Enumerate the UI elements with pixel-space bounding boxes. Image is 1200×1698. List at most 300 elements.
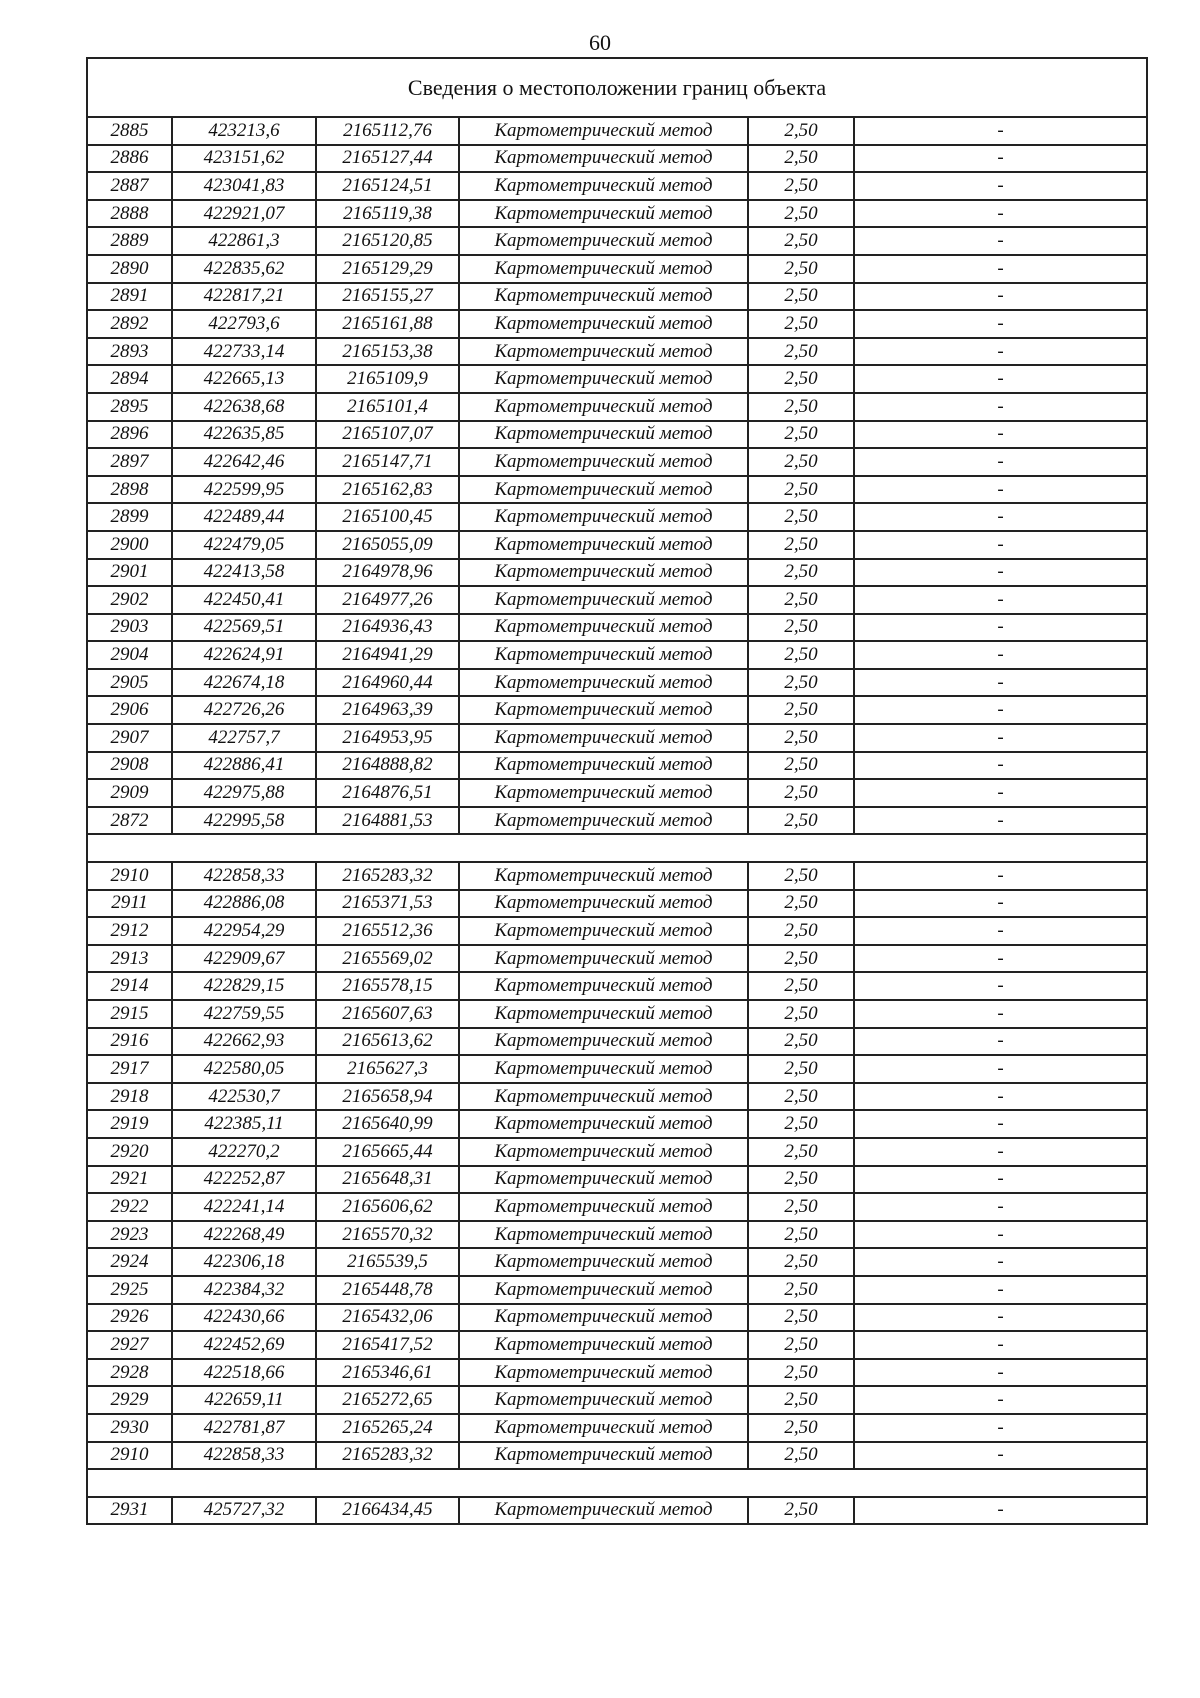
accuracy-cell: 2,50 (748, 365, 854, 393)
description-cell: - (854, 559, 1147, 587)
table-row (87, 172, 1147, 200)
method-cell: Картометрический метод (459, 945, 748, 973)
point-number-cell: 2919 (87, 1110, 172, 1138)
method-cell: Картометрический метод (459, 807, 748, 835)
accuracy-cell: 2,50 (748, 559, 854, 587)
point-number-cell: 2928 (87, 1359, 172, 1387)
accuracy-cell: 2,50 (748, 172, 854, 200)
point-number-cell: 2911 (87, 890, 172, 918)
method-cell: Картометрический метод (459, 1276, 748, 1304)
y-coordinate-cell: 2165570,32 (316, 1221, 459, 1249)
x-coordinate-cell: 422624,91 (172, 641, 316, 669)
accuracy-cell: 2,50 (748, 255, 854, 283)
method-cell: Картометрический метод (459, 1193, 748, 1221)
description-cell: - (854, 1414, 1147, 1442)
y-coordinate-cell: 2166434,45 (316, 1497, 459, 1525)
group-separator-row (87, 834, 1147, 862)
group-separator-row (87, 1469, 1147, 1497)
point-number-cell: 2872 (87, 807, 172, 835)
point-number-cell: 2927 (87, 1331, 172, 1359)
accuracy-cell: 2,50 (748, 641, 854, 669)
y-coordinate-cell: 2165100,45 (316, 503, 459, 531)
description-cell: - (854, 1386, 1147, 1414)
accuracy-cell: 2,50 (748, 393, 854, 421)
method-cell: Картометрический метод (459, 696, 748, 724)
description-cell: - (854, 393, 1147, 421)
point-number-cell: 2924 (87, 1248, 172, 1276)
accuracy-cell: 2,50 (748, 531, 854, 559)
x-coordinate-cell: 422450,41 (172, 586, 316, 614)
x-coordinate-cell: 422793,6 (172, 310, 316, 338)
point-number-cell: 2909 (87, 779, 172, 807)
y-coordinate-cell: 2165283,32 (316, 1442, 459, 1470)
x-coordinate-cell: 423041,83 (172, 172, 316, 200)
group-separator-cell (87, 1469, 1147, 1497)
accuracy-cell: 2,50 (748, 1221, 854, 1249)
accuracy-cell: 2,50 (748, 200, 854, 228)
accuracy-cell: 2,50 (748, 1442, 854, 1470)
y-coordinate-cell: 2165153,38 (316, 338, 459, 366)
description-cell: - (854, 1497, 1147, 1525)
accuracy-cell: 2,50 (748, 1359, 854, 1387)
description-cell: - (854, 1138, 1147, 1166)
table-row (87, 393, 1147, 421)
x-coordinate-cell: 422635,85 (172, 421, 316, 449)
accuracy-cell: 2,50 (748, 1055, 854, 1083)
method-cell: Картометрический метод (459, 1359, 748, 1387)
point-number-cell: 2910 (87, 862, 172, 890)
y-coordinate-cell: 2165432,06 (316, 1304, 459, 1332)
table-row (87, 421, 1147, 449)
description-cell: - (854, 1359, 1147, 1387)
x-coordinate-cell: 422662,93 (172, 1028, 316, 1056)
method-cell: Картометрический метод (459, 283, 748, 311)
y-coordinate-cell: 2165613,62 (316, 1028, 459, 1056)
x-coordinate-cell: 422858,33 (172, 862, 316, 890)
table-row (87, 145, 1147, 173)
accuracy-cell: 2,50 (748, 1193, 854, 1221)
method-cell: Картометрический метод (459, 1000, 748, 1028)
table-row (87, 945, 1147, 973)
y-coordinate-cell: 2165665,44 (316, 1138, 459, 1166)
y-coordinate-cell: 2165578,15 (316, 972, 459, 1000)
table-row (87, 1497, 1147, 1525)
y-coordinate-cell: 2165129,29 (316, 255, 459, 283)
method-cell: Картометрический метод (459, 531, 748, 559)
x-coordinate-cell: 422954,29 (172, 917, 316, 945)
method-cell: Картометрический метод (459, 641, 748, 669)
description-cell: - (854, 972, 1147, 1000)
accuracy-cell: 2,50 (748, 1166, 854, 1194)
x-coordinate-cell: 422909,67 (172, 945, 316, 973)
y-coordinate-cell: 2165640,99 (316, 1110, 459, 1138)
x-coordinate-cell: 422599,95 (172, 476, 316, 504)
description-cell: - (854, 448, 1147, 476)
point-number-cell: 2906 (87, 696, 172, 724)
method-cell: Картометрический метод (459, 1138, 748, 1166)
description-cell: - (854, 917, 1147, 945)
accuracy-cell: 2,50 (748, 1248, 854, 1276)
boundary-coordinates-table (86, 57, 1148, 1525)
y-coordinate-cell: 2165658,94 (316, 1083, 459, 1111)
table-row (87, 1359, 1147, 1387)
x-coordinate-cell: 422975,88 (172, 779, 316, 807)
table-row (87, 1304, 1147, 1332)
table-title-row (87, 58, 1147, 117)
point-number-cell: 2921 (87, 1166, 172, 1194)
point-number-cell: 2918 (87, 1083, 172, 1111)
x-coordinate-cell: 422665,13 (172, 365, 316, 393)
table-row (87, 1331, 1147, 1359)
y-coordinate-cell: 2165112,76 (316, 117, 459, 145)
description-cell: - (854, 1442, 1147, 1470)
description-cell: - (854, 365, 1147, 393)
point-number-cell: 2899 (87, 503, 172, 531)
y-coordinate-cell: 2165155,27 (316, 283, 459, 311)
accuracy-cell: 2,50 (748, 503, 854, 531)
description-cell: - (854, 586, 1147, 614)
method-cell: Картометрический метод (459, 1497, 748, 1525)
x-coordinate-cell: 423213,6 (172, 117, 316, 145)
x-coordinate-cell: 422642,46 (172, 448, 316, 476)
point-number-cell: 2930 (87, 1414, 172, 1442)
description-cell: - (854, 117, 1147, 145)
point-number-cell: 2891 (87, 283, 172, 311)
x-coordinate-cell: 422817,21 (172, 283, 316, 311)
table-row (87, 696, 1147, 724)
table-row (87, 641, 1147, 669)
accuracy-cell: 2,50 (748, 1497, 854, 1525)
y-coordinate-cell: 2165371,53 (316, 890, 459, 918)
table-row (87, 365, 1147, 393)
accuracy-cell: 2,50 (748, 227, 854, 255)
y-coordinate-cell: 2165055,09 (316, 531, 459, 559)
table-row (87, 1248, 1147, 1276)
point-number-cell: 2925 (87, 1276, 172, 1304)
x-coordinate-cell: 422674,18 (172, 669, 316, 697)
y-coordinate-cell: 2165448,78 (316, 1276, 459, 1304)
x-coordinate-cell: 422781,87 (172, 1414, 316, 1442)
method-cell: Картометрический метод (459, 917, 748, 945)
point-number-cell: 2885 (87, 117, 172, 145)
method-cell: Картометрический метод (459, 669, 748, 697)
y-coordinate-cell: 2165109,9 (316, 365, 459, 393)
point-number-cell: 2895 (87, 393, 172, 421)
table-row (87, 448, 1147, 476)
accuracy-cell: 2,50 (748, 807, 854, 835)
method-cell: Картометрический метод (459, 310, 748, 338)
accuracy-cell: 2,50 (748, 421, 854, 449)
x-coordinate-cell: 422858,33 (172, 1442, 316, 1470)
y-coordinate-cell: 2164960,44 (316, 669, 459, 697)
y-coordinate-cell: 2165124,51 (316, 172, 459, 200)
point-number-cell: 2923 (87, 1221, 172, 1249)
description-cell: - (854, 614, 1147, 642)
method-cell: Картометрический метод (459, 614, 748, 642)
page-number: 60 (589, 30, 611, 55)
description-cell: - (854, 862, 1147, 890)
table-row (87, 752, 1147, 780)
x-coordinate-cell: 422489,44 (172, 503, 316, 531)
accuracy-cell: 2,50 (748, 1028, 854, 1056)
description-cell: - (854, 145, 1147, 173)
table-row (87, 917, 1147, 945)
table-row (87, 200, 1147, 228)
point-number-cell: 2917 (87, 1055, 172, 1083)
accuracy-cell: 2,50 (748, 917, 854, 945)
y-coordinate-cell: 2165120,85 (316, 227, 459, 255)
table-row (87, 614, 1147, 642)
accuracy-cell: 2,50 (748, 1331, 854, 1359)
description-cell: - (854, 890, 1147, 918)
x-coordinate-cell: 422759,55 (172, 1000, 316, 1028)
accuracy-cell: 2,50 (748, 752, 854, 780)
y-coordinate-cell: 2164876,51 (316, 779, 459, 807)
y-coordinate-cell: 2165162,83 (316, 476, 459, 504)
description-cell: - (854, 669, 1147, 697)
point-number-cell: 2913 (87, 945, 172, 973)
y-coordinate-cell: 2165107,07 (316, 421, 459, 449)
method-cell: Картометрический метод (459, 421, 748, 449)
x-coordinate-cell: 422829,15 (172, 972, 316, 1000)
table-row (87, 972, 1147, 1000)
x-coordinate-cell: 422886,41 (172, 752, 316, 780)
x-coordinate-cell: 422518,66 (172, 1359, 316, 1387)
point-number-cell: 2901 (87, 559, 172, 587)
y-coordinate-cell: 2164936,43 (316, 614, 459, 642)
x-coordinate-cell: 422733,14 (172, 338, 316, 366)
table-row (87, 503, 1147, 531)
method-cell: Картометрический метод (459, 393, 748, 421)
accuracy-cell: 2,50 (748, 890, 854, 918)
method-cell: Картометрический метод (459, 1442, 748, 1470)
x-coordinate-cell: 423151,62 (172, 145, 316, 173)
description-cell: - (854, 421, 1147, 449)
point-number-cell: 2898 (87, 476, 172, 504)
y-coordinate-cell: 2165627,3 (316, 1055, 459, 1083)
method-cell: Картометрический метод (459, 255, 748, 283)
y-coordinate-cell: 2165648,31 (316, 1166, 459, 1194)
description-cell: - (854, 724, 1147, 752)
table-row (87, 559, 1147, 587)
table-row (87, 1442, 1147, 1470)
description-cell: - (854, 807, 1147, 835)
x-coordinate-cell: 422580,05 (172, 1055, 316, 1083)
method-cell: Картометрический метод (459, 1248, 748, 1276)
y-coordinate-cell: 2165417,52 (316, 1331, 459, 1359)
y-coordinate-cell: 2165606,62 (316, 1193, 459, 1221)
method-cell: Картометрический метод (459, 724, 748, 752)
point-number-cell: 2888 (87, 200, 172, 228)
description-cell: - (854, 172, 1147, 200)
description-cell: - (854, 310, 1147, 338)
table-row (87, 586, 1147, 614)
accuracy-cell: 2,50 (748, 696, 854, 724)
accuracy-cell: 2,50 (748, 1110, 854, 1138)
x-coordinate-cell: 422270,2 (172, 1138, 316, 1166)
point-number-cell: 2916 (87, 1028, 172, 1056)
description-cell: - (854, 255, 1147, 283)
accuracy-cell: 2,50 (748, 862, 854, 890)
method-cell: Картометрический метод (459, 365, 748, 393)
method-cell: Картометрический метод (459, 448, 748, 476)
description-cell: - (854, 945, 1147, 973)
accuracy-cell: 2,50 (748, 1083, 854, 1111)
accuracy-cell: 2,50 (748, 1414, 854, 1442)
method-cell: Картометрический метод (459, 752, 748, 780)
method-cell: Картометрический метод (459, 1028, 748, 1056)
x-coordinate-cell: 422384,32 (172, 1276, 316, 1304)
point-number-cell: 2886 (87, 145, 172, 173)
x-coordinate-cell: 422861,3 (172, 227, 316, 255)
method-cell: Картометрический метод (459, 200, 748, 228)
table-row (87, 1110, 1147, 1138)
point-number-cell: 2908 (87, 752, 172, 780)
y-coordinate-cell: 2165265,24 (316, 1414, 459, 1442)
method-cell: Картометрический метод (459, 559, 748, 587)
accuracy-cell: 2,50 (748, 614, 854, 642)
y-coordinate-cell: 2165569,02 (316, 945, 459, 973)
method-cell: Картометрический метод (459, 476, 748, 504)
table-row (87, 724, 1147, 752)
x-coordinate-cell: 422413,58 (172, 559, 316, 587)
x-coordinate-cell: 422726,26 (172, 696, 316, 724)
accuracy-cell: 2,50 (748, 448, 854, 476)
description-cell: - (854, 779, 1147, 807)
description-cell: - (854, 1166, 1147, 1194)
table-title: Сведения о местоположении границ объекта (87, 58, 1147, 117)
accuracy-cell: 2,50 (748, 283, 854, 311)
y-coordinate-cell: 2165147,71 (316, 448, 459, 476)
method-cell: Картометрический метод (459, 1331, 748, 1359)
description-cell: - (854, 531, 1147, 559)
method-cell: Картометрический метод (459, 1166, 748, 1194)
x-coordinate-cell: 422268,49 (172, 1221, 316, 1249)
accuracy-cell: 2,50 (748, 1276, 854, 1304)
table-row (87, 338, 1147, 366)
table-row (87, 779, 1147, 807)
x-coordinate-cell: 422430,66 (172, 1304, 316, 1332)
accuracy-cell: 2,50 (748, 1000, 854, 1028)
method-cell: Картометрический метод (459, 586, 748, 614)
table-row (87, 890, 1147, 918)
method-cell: Картометрический метод (459, 1221, 748, 1249)
description-cell: - (854, 476, 1147, 504)
point-number-cell: 2931 (87, 1497, 172, 1525)
point-number-cell: 2894 (87, 365, 172, 393)
y-coordinate-cell: 2165119,38 (316, 200, 459, 228)
method-cell: Картометрический метод (459, 779, 748, 807)
description-cell: - (854, 1248, 1147, 1276)
method-cell: Картометрический метод (459, 1055, 748, 1083)
description-cell: - (854, 283, 1147, 311)
accuracy-cell: 2,50 (748, 1304, 854, 1332)
x-coordinate-cell: 422995,58 (172, 807, 316, 835)
y-coordinate-cell: 2165272,65 (316, 1386, 459, 1414)
accuracy-cell: 2,50 (748, 945, 854, 973)
accuracy-cell: 2,50 (748, 1138, 854, 1166)
method-cell: Картометрический метод (459, 338, 748, 366)
x-coordinate-cell: 422569,51 (172, 614, 316, 642)
table-row (87, 1028, 1147, 1056)
point-number-cell: 2910 (87, 1442, 172, 1470)
point-number-cell: 2893 (87, 338, 172, 366)
table-row (87, 1193, 1147, 1221)
y-coordinate-cell: 2165283,32 (316, 862, 459, 890)
accuracy-cell: 2,50 (748, 145, 854, 173)
point-number-cell: 2900 (87, 531, 172, 559)
x-coordinate-cell: 422252,87 (172, 1166, 316, 1194)
x-coordinate-cell: 422638,68 (172, 393, 316, 421)
point-number-cell: 2896 (87, 421, 172, 449)
y-coordinate-cell: 2165512,36 (316, 917, 459, 945)
method-cell: Картометрический метод (459, 1414, 748, 1442)
point-number-cell: 2887 (87, 172, 172, 200)
point-number-cell: 2907 (87, 724, 172, 752)
table-row (87, 1138, 1147, 1166)
y-coordinate-cell: 2165161,88 (316, 310, 459, 338)
x-coordinate-cell: 422835,62 (172, 255, 316, 283)
accuracy-cell: 2,50 (748, 1386, 854, 1414)
accuracy-cell: 2,50 (748, 476, 854, 504)
accuracy-cell: 2,50 (748, 724, 854, 752)
x-coordinate-cell: 422659,11 (172, 1386, 316, 1414)
table-row (87, 476, 1147, 504)
method-cell: Картометрический метод (459, 503, 748, 531)
point-number-cell: 2912 (87, 917, 172, 945)
y-coordinate-cell: 2165346,61 (316, 1359, 459, 1387)
point-number-cell: 2902 (87, 586, 172, 614)
table-row (87, 807, 1147, 835)
point-number-cell: 2905 (87, 669, 172, 697)
table-row (87, 227, 1147, 255)
description-cell: - (854, 503, 1147, 531)
point-number-cell: 2890 (87, 255, 172, 283)
method-cell: Картометрический метод (459, 1386, 748, 1414)
table-row (87, 1221, 1147, 1249)
x-coordinate-cell: 422886,08 (172, 890, 316, 918)
accuracy-cell: 2,50 (748, 310, 854, 338)
table-row (87, 531, 1147, 559)
x-coordinate-cell: 422306,18 (172, 1248, 316, 1276)
table-row (87, 1083, 1147, 1111)
table-row (87, 283, 1147, 311)
method-cell: Картометрический метод (459, 1304, 748, 1332)
method-cell: Картометрический метод (459, 972, 748, 1000)
description-cell: - (854, 1276, 1147, 1304)
x-coordinate-cell: 422479,05 (172, 531, 316, 559)
table-row (87, 310, 1147, 338)
y-coordinate-cell: 2165539,5 (316, 1248, 459, 1276)
point-number-cell: 2892 (87, 310, 172, 338)
description-cell: - (854, 338, 1147, 366)
x-coordinate-cell: 422385,11 (172, 1110, 316, 1138)
table-row (87, 117, 1147, 145)
point-number-cell: 2903 (87, 614, 172, 642)
point-number-cell: 2904 (87, 641, 172, 669)
point-number-cell: 2922 (87, 1193, 172, 1221)
description-cell: - (854, 1110, 1147, 1138)
table-row (87, 669, 1147, 697)
description-cell: - (854, 1028, 1147, 1056)
description-cell: - (854, 1055, 1147, 1083)
method-cell: Картометрический метод (459, 1110, 748, 1138)
point-number-cell: 2915 (87, 1000, 172, 1028)
accuracy-cell: 2,50 (748, 669, 854, 697)
point-number-cell: 2897 (87, 448, 172, 476)
table-row (87, 1414, 1147, 1442)
y-coordinate-cell: 2165127,44 (316, 145, 459, 173)
